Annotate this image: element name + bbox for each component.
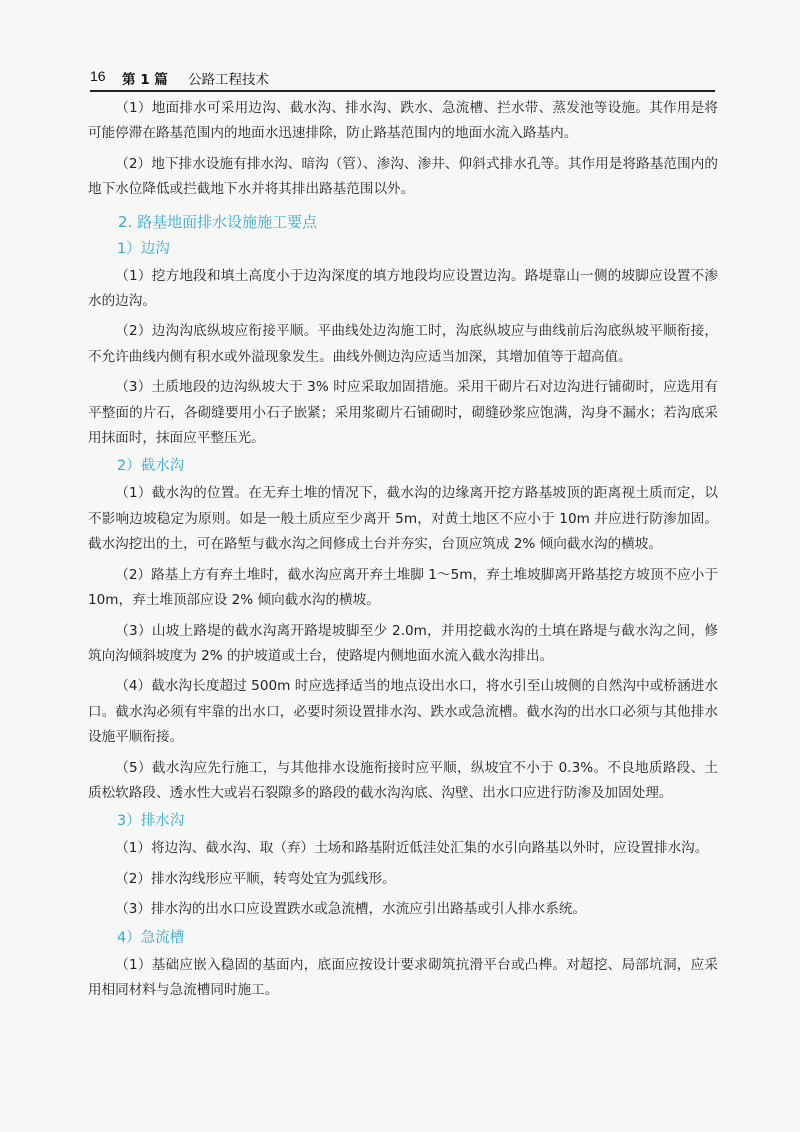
paragraph: （1）地面排水可采用边沟、截水沟、排水沟、跌水、急流槽、拦水带、蒸发池等设施。其作用是将可能停滞在路基范围内的地面水迅速排除，防止路基范围内的地面水流入路基内。 (88, 100, 718, 142)
paragraph: （5）截水沟应先行施工，与其他排水设施衔接时应平顺，纵坡宜不小于 0.3%。不良地质路段、土质松软路段、透水性大或岩石裂隙多的路段的截水沟沟底、沟壁、出水口应进行防渗及加固处理。 (88, 759, 718, 801)
subsection-heading-drainage-ditch: 3）排水沟 (117, 813, 185, 830)
header-rule (90, 90, 715, 92)
paragraph: （3）山坡上路堤的截水沟离开路堤坡脚至少 2.0m，并用挖截水沟的土填在路堤与截水沟之间，修筑向沟倾斜坡度为 2% 的护坡道或土台，使路堤内侧地面水流入截水沟排出。 (88, 622, 718, 664)
page-number: 16 (90, 68, 106, 84)
paragraph: （1）挖方地段和填土高度小于边沟深度的填方地段均应设置边沟。路堤靠山一侧的坡脚应设置不渗水的边沟。 (88, 267, 718, 310)
paragraph: （2）地下排水设施有排水沟、暗沟（管）、渗沟、渗井、仰斜式排水孔等。其作用是将路基范围内的地下水位降低或拦截地下水并将其排出路基范围以外。 (88, 155, 718, 198)
part-label: 第 1 篇 (122, 72, 168, 88)
subsection-heading-intercepting-ditch: 2）截水沟 (117, 458, 185, 475)
paragraph: （3）排水沟的出水口应设置跌水或急流槽，水流应引出路基或引人排水系统。 (115, 901, 587, 918)
paragraph: （2）边沟沟底纵坡应衔接平顺。平曲线处边沟施工时，沟底纵坡应与曲线前后沟底纵坡平顺衔接，不允许曲线内侧有积水或外溢现象发生。曲线外侧边沟应适当加深，其增加值等于超高值。 (88, 323, 718, 365)
subsection-heading-chute: 4）急流槽 (117, 929, 185, 946)
section-heading: 2. 路基地面排水设施施工要点 (118, 212, 318, 231)
page-body (88, 96, 718, 1003)
paragraph: （1）截水沟的位置。在无弃土堆的情况下，截水沟的边缘离开挖方路基坡顶的距离视土质而定，以不影响边坡稳定为原则。如是一般土质应至少离开 5m，对黄土地区不应小于 10m 并应进行防渗加固。截水沟挖出的土，可在路堑与截水沟之间修成土台并夯实，台顶应筑成 2% 倾向截水沟的横坡。 (88, 485, 718, 553)
paragraph: （4）截水沟长度超过 500m 时应选择适当的地点设出水口，将水引至山坡侧的自然沟中或桥涵进水口。截水沟必须有牢靠的出水口，必要时须设置排水沟、跌水或急流槽。截水沟的出水口必须与其他排水设施平顺衔接。 (88, 678, 718, 746)
paragraph: （3）土质地段的边沟纵坡大于 3% 时应采取加固措施。采用干砌片石对边沟进行铺砌时，应选用有平整面的片石，各砌缝要用小石子嵌紧；采用浆砌片石铺砌时，砌缝砂浆应饱满，沟身不漏水；若沟底采用抹面时，抹面应平整压光。 (88, 379, 718, 447)
part-title: 公路工程技术 (188, 72, 269, 88)
paragraph: （1）将边沟、截水沟、取（弃）土场和路基附近低洼处汇集的水引向路基以外时，应设置排水沟。 (115, 840, 709, 857)
paragraph: （2）排水沟线形应平顺，转弯处宜为弧线形。 (115, 870, 396, 887)
paragraph: （2）路基上方有弃土堆时，截水沟应离开弃土堆脚 1～5m，弃土堆坡脚离开路基挖方坡顶不应小于 10m，弃土堆顶部应设 2% 倾向截水沟的横坡。 (88, 566, 718, 609)
page-header (90, 62, 715, 90)
paragraph: （1）基础应嵌入稳固的基面内，底面应按设计要求砌筑抗滑平台或凸榫。对超挖、局部坑洞，应采用相同材料与急流槽同时施工。 (88, 956, 718, 998)
subsection-heading-side-ditch: 1）边沟 (117, 240, 170, 257)
